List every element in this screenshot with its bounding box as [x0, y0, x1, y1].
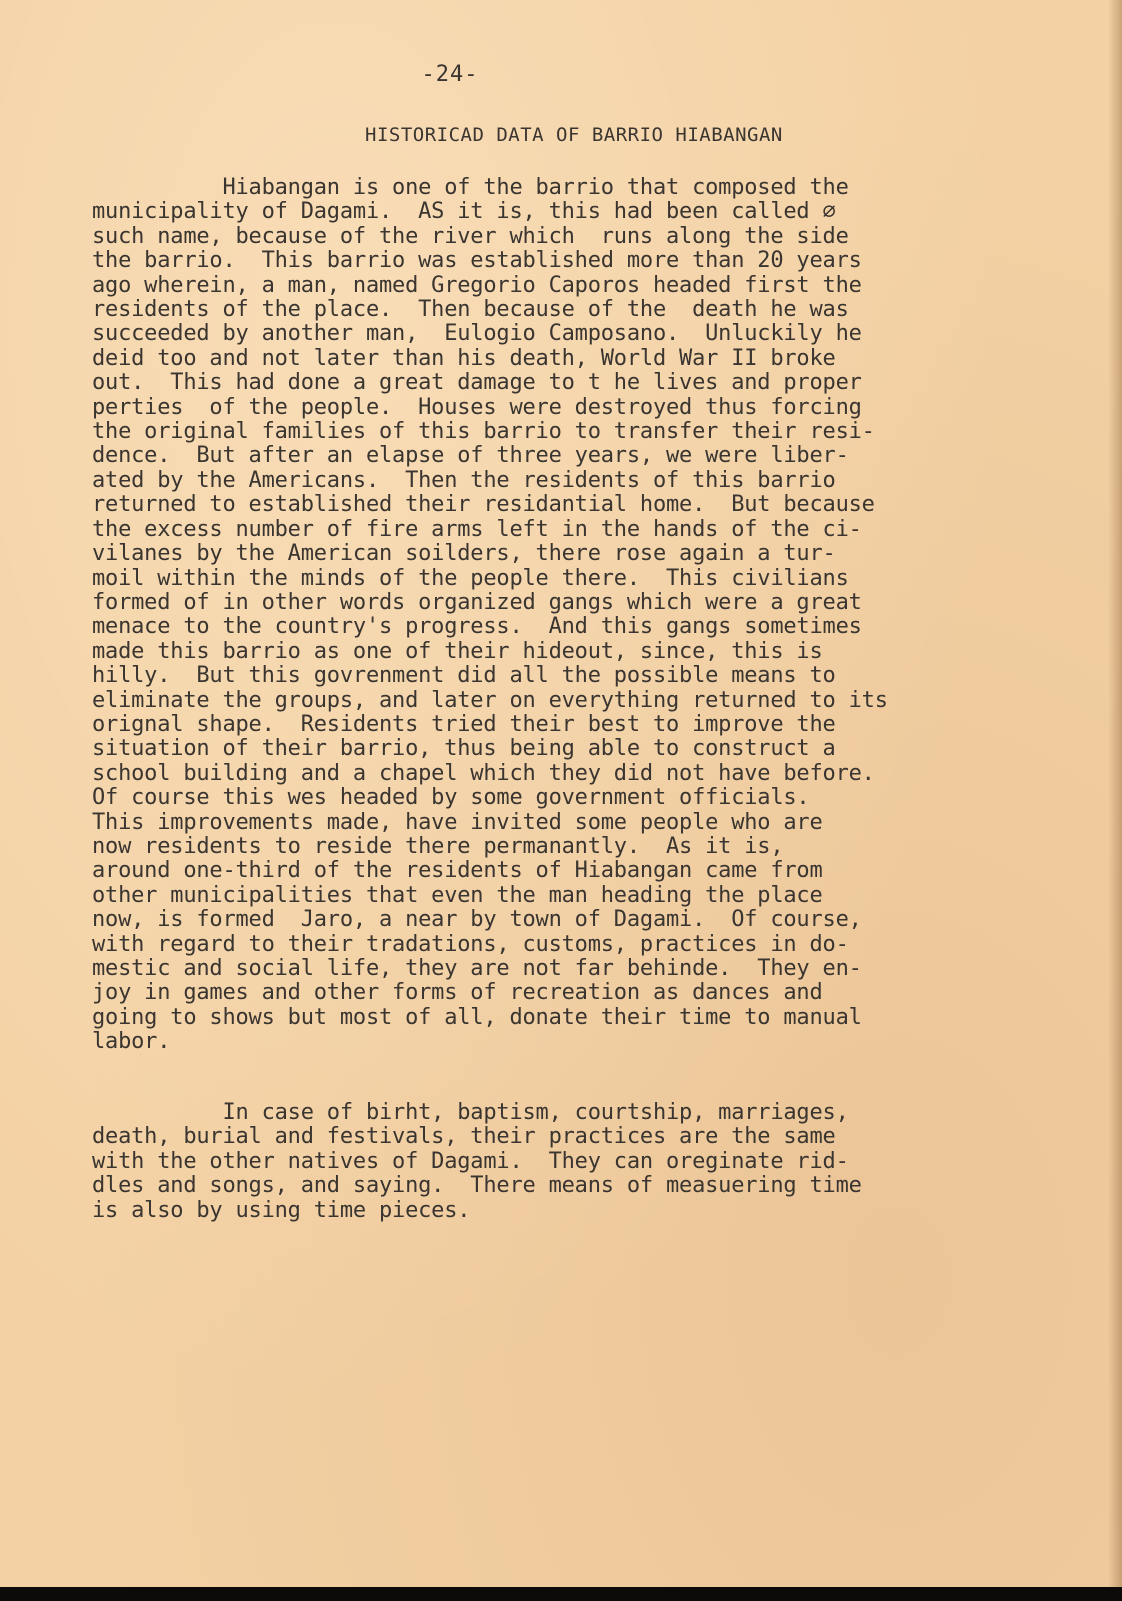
text-line: hilly. But this govrenment did all the possible means to	[92, 663, 836, 689]
text-line: Of course this wes headed by some government officials.	[92, 785, 810, 811]
text-line: menace to the country's progress. And this gangs sometimes	[92, 614, 862, 640]
bottom-dark-band	[0, 1587, 1122, 1601]
text-line: the original families of this barrio to transfer their resi-	[92, 419, 875, 445]
text-line: ago wherein, a man, named Gregorio Caporos headed first the	[92, 272, 862, 298]
text-line: dence. But after an elapse of three years, we were liber-	[92, 443, 849, 469]
text-line: the barrio. This barrio was established more than 20 years	[92, 248, 862, 274]
text-line: joy in games and other forms of recreation as dances and	[92, 980, 823, 1006]
page-edge-shadow	[1108, 0, 1122, 1601]
paragraph-customs	[92, 1101, 862, 1223]
text-line: with regard to their tradations, customs, practices in do-	[92, 931, 849, 957]
text-line: mestic and social life, they are not far behinde. They en-	[92, 956, 862, 981]
text-line: such name, because of the river which runs along the side	[92, 223, 849, 249]
page-number: -24-	[421, 62, 479, 87]
text-line: with the other natives of Dagami. They can oreginate rid-	[92, 1148, 849, 1174]
text-line: deid too and not later than his death, World War II broke	[92, 345, 836, 371]
text-line: other municipalities that even the man heading the place	[92, 882, 823, 908]
text-line: returned to established their residantial home. But because	[92, 492, 875, 518]
text-line: In case of birht, baptism, courtship, marriages,	[92, 1100, 849, 1125]
text-line: the excess number of fire arms left in the hands of the ci-	[92, 516, 862, 542]
text-line: Hiabangan is one of the barrio that composed the	[92, 175, 849, 200]
text-line: orignal shape. Residents tried their best to improve the	[92, 711, 836, 737]
text-line: formed of in other words organized gangs which were a great	[92, 589, 862, 615]
text-line: moil within the minds of the people there. This civilians	[92, 565, 849, 591]
text-line: now residents to reside there permanantly. As it is,	[92, 833, 784, 859]
text-line: now, is formed Jaro, a near by town of Dagami. Of course,	[92, 907, 862, 933]
paragraph-history	[92, 176, 888, 1055]
text-line: municipality of Dagami. AS it is, this had been called ∅	[92, 199, 836, 225]
text-line: perties of the people. Houses were destroyed thus forcing	[92, 394, 862, 420]
text-line: situation of their barrio, thus being able to construct a	[92, 736, 836, 762]
text-line: going to shows but most of all, donate their time to manual	[92, 1004, 862, 1030]
text-line: vilanes by the American soilders, there rose again a tur-	[92, 541, 836, 567]
text-line: school building and a chapel which they did not have before.	[92, 760, 875, 786]
text-line: out. This had done a great damage to t he lives and proper	[92, 370, 862, 396]
text-line: death, burial and festivals, their practices are the same	[92, 1124, 836, 1150]
text-line: residents of the place. Then because of the death he was	[92, 297, 849, 323]
text-line: is also by using time pieces.	[92, 1197, 471, 1223]
document-title: HISTORICAD DATA OF BARRIO HIABANGAN	[365, 124, 783, 146]
text-line: dles and songs, and saying. There means of measuering time	[92, 1173, 862, 1199]
text-line: eliminate the groups, and later on everything returned to its	[92, 687, 888, 713]
text-line: This improvements made, have invited some people who are	[92, 809, 823, 835]
text-line: around one-third of the residents of Hiabangan came from	[92, 858, 823, 884]
text-line: labor.	[92, 1029, 171, 1055]
text-line: succeeded by another man, Eulogio Camposano. Unluckily he	[92, 321, 862, 347]
text-line: made this barrio as one of their hideout, since, this is	[92, 638, 823, 664]
text-line: ated by the Americans. Then the residents of this barrio	[92, 467, 836, 493]
